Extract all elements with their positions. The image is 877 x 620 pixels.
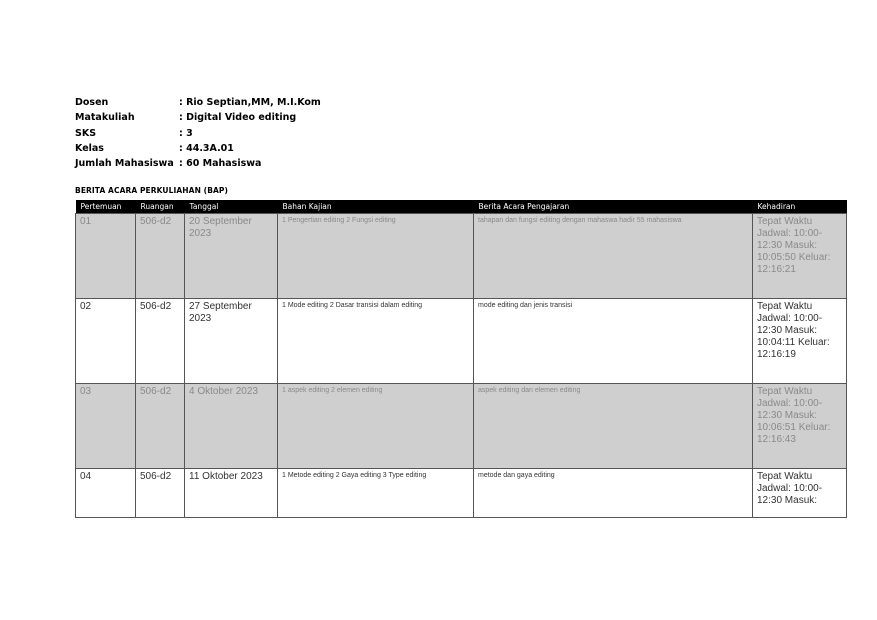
info-label: SKS (75, 127, 97, 139)
course-info (75, 95, 321, 171)
cell-pertemuan: 01 (76, 213, 136, 298)
cell-kehadiran: Tepat Waktu Jadwal: 10:00-12:30 Masuk: 10:04:11 Keluar: 12:16:19 (753, 298, 847, 383)
cell-ruangan: 506-d2 (136, 468, 185, 517)
info-label: Kelas (75, 142, 104, 154)
cell-pertemuan: 04 (76, 468, 136, 517)
info-row-jumlah-mahasiswa (75, 156, 321, 171)
header-ruangan: Ruangan (136, 200, 185, 213)
table-row (76, 213, 847, 298)
cell-bahan-kajian: 1 Mode editing 2 Dasar transisi dalam editing (278, 298, 474, 383)
header-tanggal: Tanggal (185, 200, 278, 213)
bap-table (75, 200, 847, 518)
table-row (76, 468, 847, 517)
cell-berita-acara: mode editing dan jenis transisi (474, 298, 753, 383)
info-value: : 60 Mahasiswa (179, 158, 262, 170)
cell-tanggal: 4 Oktober 2023 (185, 383, 278, 468)
info-value: : 3 (179, 127, 193, 139)
info-value: : 44.3A.01 (179, 142, 234, 154)
cell-pertemuan: 03 (76, 383, 136, 468)
cell-kehadiran: Tepat Waktu Jadwal: 10:00-12:30 Masuk: 10:05:50 Keluar: 12:16:21 (753, 213, 847, 298)
info-row-dosen (75, 95, 321, 110)
section-title: BERITA ACARA PERKULIAHAN (BAP) (75, 186, 229, 195)
cell-bahan-kajian: 1 Pengertian editing 2 Fungsi editing (278, 213, 474, 298)
cell-ruangan: 506-d2 (136, 383, 185, 468)
info-label: Matakuliah (75, 112, 135, 124)
info-row-kelas (75, 141, 321, 156)
info-row-matakuliah (75, 110, 321, 125)
header-bahan-kajian: Bahan Kajian (278, 200, 474, 213)
cell-berita-acara: tahapan dan fungsi editing dengan mahaswa hadir 55 mahasiswa (474, 213, 753, 298)
cell-tanggal: 20 September 2023 (185, 213, 278, 298)
cell-ruangan: 506-d2 (136, 298, 185, 383)
cell-tanggal: 27 September 2023 (185, 298, 278, 383)
table-row (76, 298, 847, 383)
info-label: Dosen (75, 97, 109, 108)
cell-bahan-kajian: 1 aspek editing 2 elemen editing (278, 383, 474, 468)
cell-berita-acara: aspek editing dan elemen editing (474, 383, 753, 468)
header-pertemuan: Pertemuan (76, 200, 136, 213)
table-row (76, 383, 847, 468)
cell-berita-acara: metode dan gaya editing (474, 468, 753, 517)
info-row-sks (75, 126, 321, 141)
header-berita-acara: Berita Acara Pengajaran (474, 200, 753, 213)
cell-kehadiran: Tepat Waktu Jadwal: 10:00-12:30 Masuk: 10:06:51 Keluar: 12:16:43 (753, 383, 847, 468)
cell-tanggal: 11 Oktober 2023 (185, 468, 278, 517)
info-label: Jumlah Mahasiswa (75, 158, 174, 170)
table-header-row (76, 200, 847, 213)
cell-pertemuan: 02 (76, 298, 136, 383)
cell-ruangan: 506-d2 (136, 213, 185, 298)
header-kehadiran: Kehadiran (753, 200, 847, 213)
cell-bahan-kajian: 1 Metode editing 2 Gaya editing 3 Type editing (278, 468, 474, 517)
cell-kehadiran: Tepat Waktu Jadwal: 10:00-12:30 Masuk: (753, 468, 847, 517)
info-value: : Digital Video editing (179, 112, 297, 124)
info-value: : Rio Septian,MM, M.I.Kom (179, 97, 321, 108)
